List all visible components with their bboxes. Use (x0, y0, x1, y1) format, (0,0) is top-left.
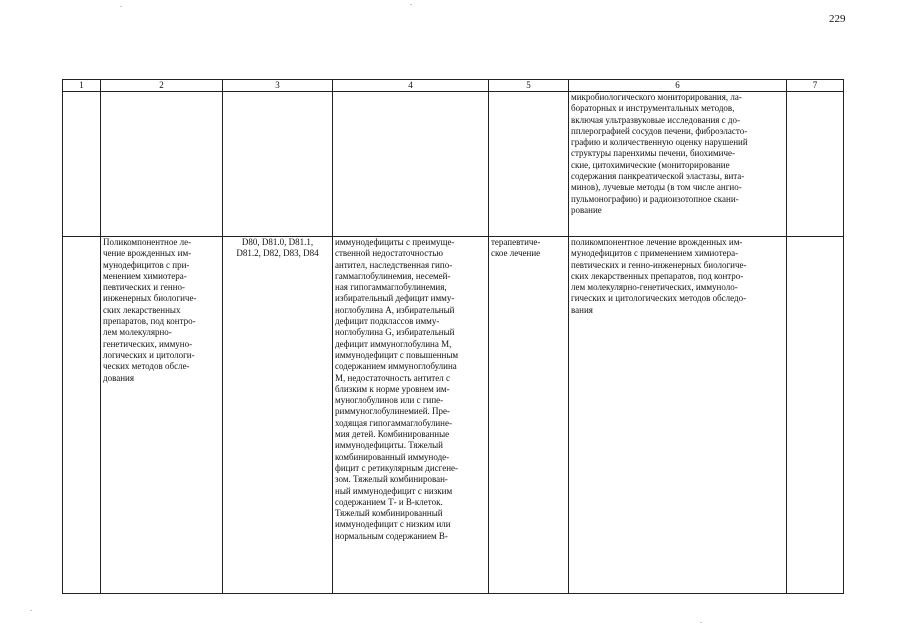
column-header-3: 3 (223, 80, 333, 92)
column-header-6: 6 (569, 80, 787, 92)
column-header-1: 1 (63, 80, 101, 92)
table-cell-cost (787, 92, 844, 237)
table-cell-treatment-type: терапевтиче- ское лечение (489, 237, 569, 594)
scan-noise (700, 622, 702, 623)
table-cell-care-type: Поликомпонентное ле- чение врожденных им- мунодефицитов с при- менением химиотера- певтических и генно- инженерных биологиче- ских лекарственных препаратов, под контро- лем молекулярно- генетических, иммуно- логических и цитологи- ческих методов обсле- дования (101, 237, 223, 594)
scan-noise (410, 4, 412, 5)
table-cell-patient-model: иммунодефициты с преимуще- ственной недостаточностью антител, наследственная гипо- гаммаглобулинемия, несемей- ная гипогаммаглобулинемия, избирательный дефицит имму- ноглобулина А, избирательный дефицит подклассов имму- ноглобулина G, избирательный дефицит иммуноглобулина М, иммунодефицит с повышенным содержанием иммуноглобулина М, недостаточность антител с близким к норме уровнем им- муноглобулинов или с гипе- риммуноглобулинемией. Пре- ходящая гипогаммаглобулине- мия детей. Комбинированные иммунодефициты. Тяжелый комбинированный иммуноде- фицит с ретикулярным дисгене- зом. Тяжелый комбинирован- ный иммунодефицит с низким содержанием Т- и В-клеток. Тяжелый комбинированный иммунодефицит с низким или нормальным содержанием В- (333, 237, 489, 594)
table-cell-icd-codes: D80, D81.0, D81.1, D81.2, D82, D83, D84 (223, 237, 333, 594)
table-cell-treatment-method: микробиологического мониторирования, ла- бораторных и инструментальных методов, включая ультразвуковые исследования с до- пплерографией сосудов печени, фиброэласто- графию и количественную оценку нарушений структуры паренхимы печени, биохимиче- ские, цитохимические (мониторирование содержания панкреатической эластазы, вита- минов), лучевые методы (в том числе ангио- пульмонографию) и радиоизотопное скани- рование (569, 92, 787, 237)
table-cell-treatment-type (489, 92, 569, 237)
column-header-4: 4 (333, 80, 489, 92)
scan-noise (30, 610, 32, 611)
column-header-7: 7 (787, 80, 844, 92)
medical-care-table (62, 79, 844, 594)
column-number-header-row (63, 80, 844, 92)
column-header-5: 5 (489, 80, 569, 92)
page-number: 229 (829, 13, 846, 25)
column-header-2: 2 (101, 80, 223, 92)
scan-noise (120, 6, 122, 7)
table-cell-care-type (101, 92, 223, 237)
table-cell-cost (787, 237, 844, 594)
table-cell-treatment-method: поликомпонентное лечение врожденных им- мунодефицитов с применением химиотера- певтических и генно-инженерных биологиче- ских лекарственных препаратов, под контро- лем молекулярно-генетических, иммуноло- гических и цитологических методов обследо- вания (569, 237, 787, 594)
table-cell-patient-model (333, 92, 489, 237)
table-row (63, 237, 844, 594)
table-cell-icd-codes (223, 92, 333, 237)
table-cell-number (63, 92, 101, 237)
table-row (63, 92, 844, 237)
table-cell-number (63, 237, 101, 594)
